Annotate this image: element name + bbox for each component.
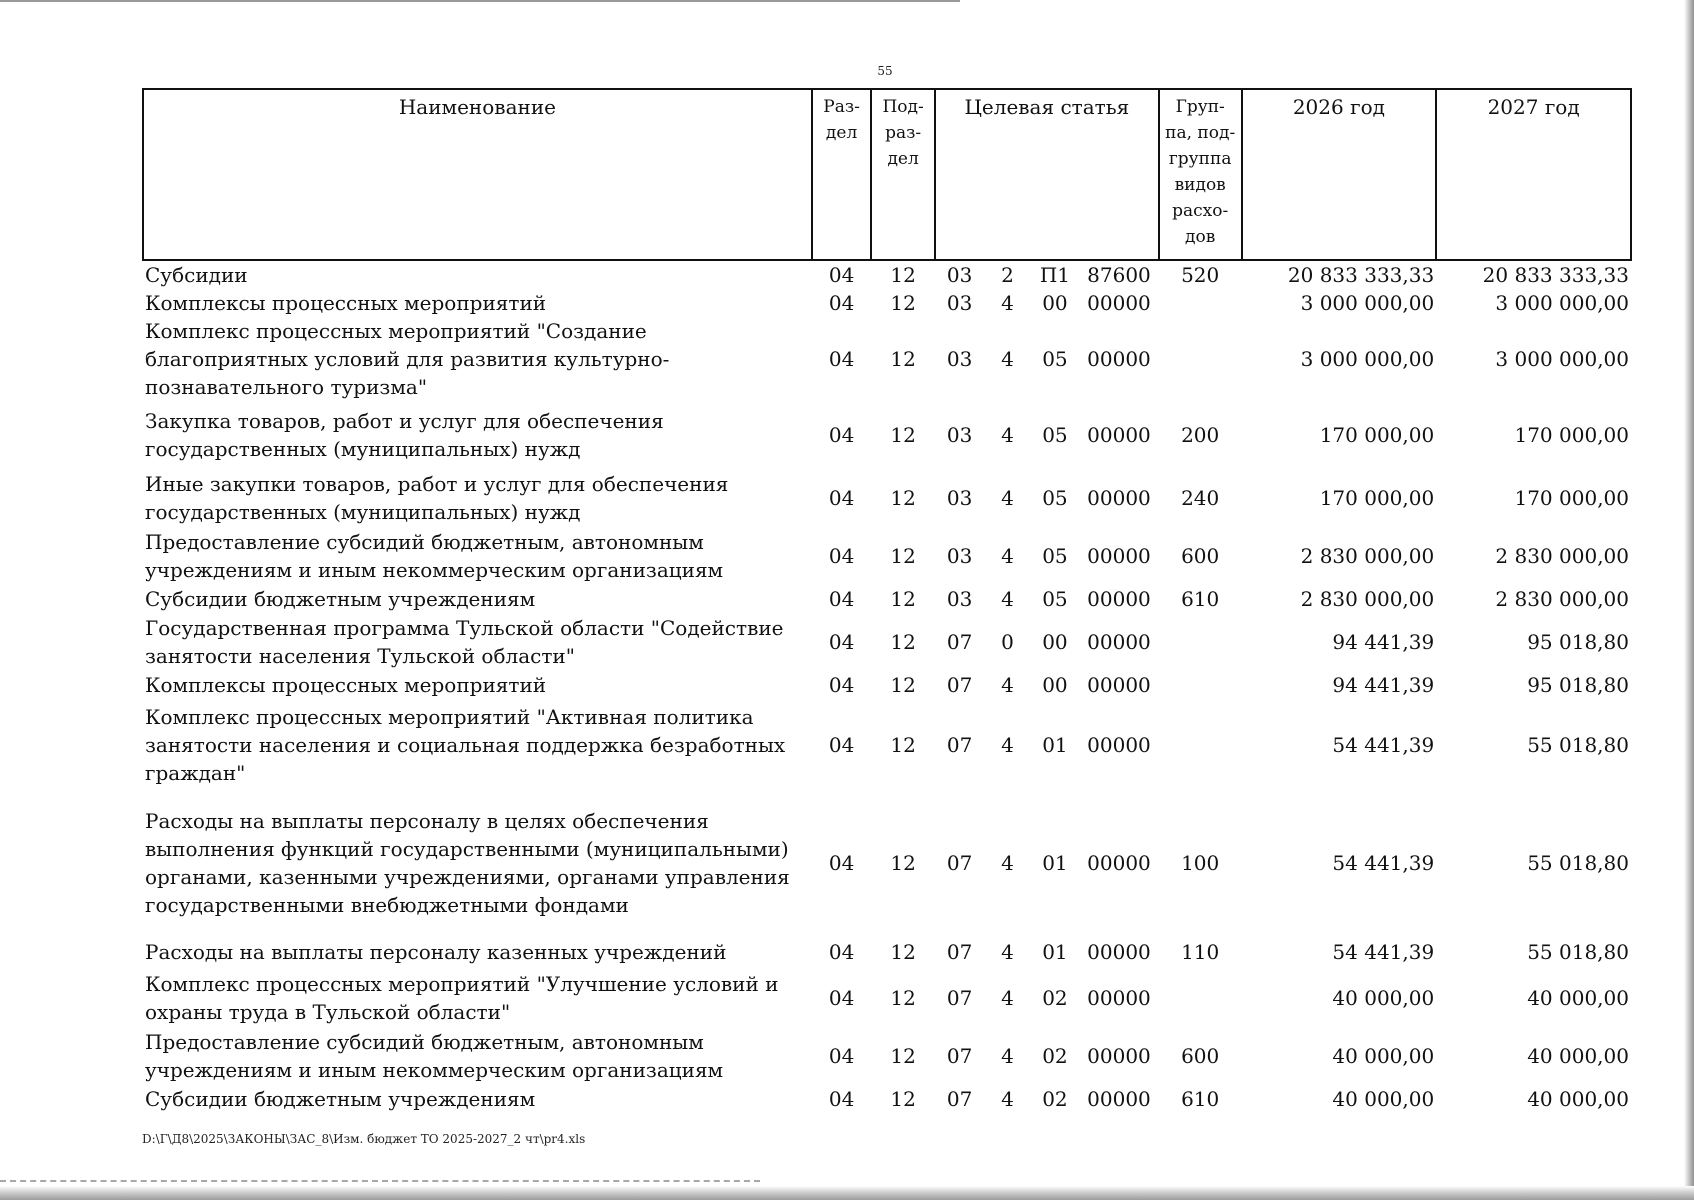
cell-name: Комплексы процессных мероприятий	[145, 291, 547, 315]
cell-subsection: 12	[890, 851, 916, 875]
cell-subsection: 12	[890, 630, 916, 654]
cell-name: Иные закупки товаров, работ и услуг для обеспечения государственных (муниципальных) нужд	[145, 472, 729, 524]
cell-name: Субсидии бюджетным учреждениям	[145, 587, 536, 611]
cell-subsection: 12	[890, 291, 916, 315]
cell-name: Субсидии	[145, 263, 248, 287]
table-row	[143, 935, 1631, 969]
cell-target-direction: 00000	[1087, 1044, 1151, 1068]
header-name: Наименование	[143, 89, 812, 260]
cell-target-event: 05	[1042, 423, 1068, 447]
cell-target-program: 07	[946, 1044, 973, 1068]
cell-amount-2026: 40 000,00	[1332, 986, 1435, 1010]
cell-amount-2027: 95 018,80	[1527, 630, 1629, 654]
cell-target-program: 07	[946, 673, 973, 697]
cell-target-program: 03	[946, 291, 973, 315]
cell-amount-2026: 94 441,39	[1332, 673, 1435, 697]
cell-amount-2026: 170 000,00	[1319, 486, 1435, 510]
cell-target-event: 05	[1042, 347, 1068, 371]
cell-target-program: 03	[946, 423, 973, 447]
table-row	[143, 1027, 1631, 1085]
cell-amount-2027: 40 000,00	[1527, 986, 1629, 1010]
cell-target-event: 02	[1042, 986, 1068, 1010]
cell-target-direction: 00000	[1087, 347, 1151, 371]
cell-target-program: 07	[946, 630, 973, 654]
cell-subsection: 12	[890, 263, 916, 287]
cell-target-type: 4	[1001, 1044, 1014, 1068]
cell-subsection: 12	[890, 1087, 916, 1111]
cell-target-direction: 00000	[1087, 587, 1151, 611]
cell-section: 04	[828, 347, 855, 371]
cell-name: Субсидии бюджетным учреждениям	[145, 1087, 536, 1111]
cell-amount-2027: 170 000,00	[1514, 423, 1629, 447]
table-row	[143, 671, 1631, 699]
cell-target-type: 4	[1001, 423, 1014, 447]
cell-target-type: 4	[1001, 851, 1014, 875]
cell-target-type: 4	[1001, 587, 1014, 611]
cell-expense-group: 100	[1181, 851, 1220, 875]
cell-target-direction: 87600	[1087, 263, 1151, 287]
cell-amount-2027: 55 018,80	[1527, 851, 1629, 875]
cell-section: 04	[828, 630, 855, 654]
cell-subsection: 12	[890, 486, 916, 510]
cell-section: 04	[828, 851, 855, 875]
cell-amount-2026: 54 441,39	[1332, 851, 1435, 875]
header-year-2027: 2027 год	[1436, 89, 1631, 260]
cell-name: Предоставление субсидий бюджетным, автономным учреждениям и иным некоммерческим организациям	[145, 530, 724, 582]
table-row	[143, 260, 1631, 289]
cell-target-event: 01	[1042, 733, 1068, 757]
cell-target-type: 4	[1001, 544, 1014, 568]
table-row	[143, 317, 1631, 401]
cell-target-direction: 00000	[1087, 851, 1151, 875]
cell-amount-2026: 40 000,00	[1332, 1087, 1435, 1111]
cell-section: 04	[828, 940, 855, 964]
cell-amount-2027: 40 000,00	[1527, 1087, 1629, 1111]
cell-subsection: 12	[890, 940, 916, 964]
cell-target-program: 07	[946, 940, 973, 964]
cell-target-event: 02	[1042, 1087, 1068, 1111]
cell-target-direction: 00000	[1087, 544, 1151, 568]
cell-section: 04	[828, 1087, 855, 1111]
cell-expense-group: 520	[1181, 263, 1220, 287]
table-row	[143, 289, 1631, 317]
header-year-2026: 2026 год	[1242, 89, 1437, 260]
cell-target-event: 05	[1042, 587, 1068, 611]
cell-name: Закупка товаров, работ и услуг для обеспечения государственных (муниципальных) нужд	[145, 409, 664, 461]
cell-name: Расходы на выплаты персоналу в целях обеспечения выполнения функций государственными (муниципальными) органами, казенными учреждениями, органами управления государственными внебюджетными фондами	[145, 809, 790, 917]
cell-target-event: 02	[1042, 1044, 1068, 1068]
cell-expense-group	[1159, 613, 1242, 671]
table-row	[143, 969, 1631, 1027]
cell-target-direction: 00000	[1087, 630, 1151, 654]
cell-target-program: 03	[946, 587, 973, 611]
cell-target-type: 4	[1001, 733, 1014, 757]
cell-amount-2026: 2 830 000,00	[1300, 587, 1435, 611]
scan-edge-top	[0, 0, 960, 2]
cell-target-program: 03	[946, 263, 973, 287]
cell-section: 04	[828, 986, 855, 1010]
cell-section: 04	[828, 423, 855, 447]
cell-expense-group	[1159, 699, 1242, 791]
cell-amount-2027: 3 000 000,00	[1495, 291, 1629, 315]
cell-section: 04	[828, 733, 855, 757]
budget-table	[142, 88, 1632, 1113]
cell-amount-2027: 2 830 000,00	[1495, 544, 1629, 568]
cell-amount-2027: 95 018,80	[1527, 673, 1629, 697]
scan-dash-artifact	[0, 1180, 760, 1182]
cell-amount-2027: 55 018,80	[1527, 733, 1629, 757]
table-row	[143, 1085, 1631, 1113]
header-target-article: Целевая статья	[935, 89, 1159, 260]
cell-target-direction: 00000	[1087, 940, 1151, 964]
table-row	[143, 401, 1631, 469]
cell-target-event: 01	[1042, 940, 1068, 964]
cell-target-event: 05	[1042, 486, 1068, 510]
table-body	[143, 260, 1631, 1113]
cell-target-type: 4	[1001, 1087, 1014, 1111]
cell-target-direction: 00000	[1087, 986, 1151, 1010]
cell-name: Комплекс процессных мероприятий "Активная политика занятости населения и социальная поддержка безработных граждан"	[145, 705, 786, 785]
cell-name: Расходы на выплаты персоналу казенных учреждений	[145, 940, 727, 964]
cell-subsection: 12	[890, 673, 916, 697]
cell-target-program: 07	[946, 733, 973, 757]
cell-amount-2026: 54 441,39	[1332, 733, 1435, 757]
table-row	[143, 613, 1631, 671]
cell-amount-2026: 3 000 000,00	[1300, 291, 1435, 315]
cell-expense-group	[1159, 671, 1242, 699]
cell-target-type: 4	[1001, 986, 1014, 1010]
cell-target-direction: 00000	[1087, 1087, 1151, 1111]
cell-expense-group	[1159, 317, 1242, 401]
cell-amount-2026: 54 441,39	[1332, 940, 1435, 964]
cell-subsection: 12	[890, 986, 916, 1010]
cell-target-direction: 00000	[1087, 423, 1151, 447]
cell-expense-group: 200	[1181, 423, 1220, 447]
cell-section: 04	[828, 587, 855, 611]
cell-subsection: 12	[890, 544, 916, 568]
cell-amount-2027: 170 000,00	[1514, 486, 1629, 510]
header-expense-group: Груп- па, под- группа видов расхо- дов	[1159, 89, 1242, 260]
cell-target-type: 4	[1001, 940, 1014, 964]
cell-target-event: 05	[1042, 544, 1068, 568]
cell-target-type: 2	[1001, 263, 1014, 287]
cell-target-program: 03	[946, 544, 973, 568]
cell-target-program: 07	[946, 1087, 973, 1111]
cell-expense-group: 600	[1181, 544, 1220, 568]
cell-amount-2026: 3 000 000,00	[1300, 347, 1435, 371]
cell-target-program: 07	[946, 851, 973, 875]
cell-section: 04	[828, 486, 855, 510]
cell-amount-2026: 40 000,00	[1332, 1044, 1435, 1068]
cell-expense-group: 610	[1181, 1087, 1220, 1111]
cell-target-event: 00	[1042, 291, 1068, 315]
file-path-footer: D:\Г\Д8\2025\ЗАКОНЫ\ЗАС_8\Изм. бюджет ТО 2025-2027_2 чт\pr4.xls	[142, 1132, 586, 1146]
cell-expense-group: 240	[1181, 486, 1220, 510]
cell-target-type: 4	[1001, 291, 1014, 315]
cell-section: 04	[828, 673, 855, 697]
cell-name: Комплексы процессных мероприятий	[145, 673, 547, 697]
table-row	[143, 527, 1631, 585]
cell-subsection: 12	[890, 423, 916, 447]
cell-name: Комплекс процессных мероприятий "Создание благоприятных условий для развития культурно-познавательного туризма"	[145, 319, 670, 399]
page-number: 55	[877, 64, 893, 78]
cell-expense-group: 110	[1181, 940, 1220, 964]
cell-amount-2026: 20 833 333,33	[1287, 263, 1435, 287]
cell-expense-group	[1159, 969, 1242, 1027]
cell-target-program: 03	[946, 347, 973, 371]
cell-expense-group: 600	[1181, 1044, 1220, 1068]
cell-target-type: 0	[1001, 630, 1014, 654]
table-row	[143, 791, 1631, 935]
cell-target-event: 00	[1042, 673, 1068, 697]
cell-section: 04	[828, 263, 855, 287]
cell-subsection: 12	[890, 587, 916, 611]
cell-subsection: 12	[890, 733, 916, 757]
table-row	[143, 699, 1631, 791]
cell-target-direction: 00000	[1087, 673, 1151, 697]
cell-amount-2026: 94 441,39	[1332, 630, 1435, 654]
cell-target-direction: 00000	[1087, 733, 1151, 757]
cell-amount-2027: 20 833 333,33	[1482, 263, 1629, 287]
cell-amount-2027: 55 018,80	[1527, 940, 1629, 964]
cell-subsection: 12	[890, 347, 916, 371]
cell-target-type: 4	[1001, 486, 1014, 510]
cell-amount-2026: 170 000,00	[1319, 423, 1435, 447]
cell-expense-group	[1159, 289, 1242, 317]
table-header	[143, 89, 1631, 260]
cell-target-type: 4	[1001, 673, 1014, 697]
cell-amount-2027: 40 000,00	[1527, 1044, 1629, 1068]
cell-target-program: 03	[946, 486, 973, 510]
cell-name: Комплекс процессных мероприятий "Улучшение условий и охраны труда в Тульской области"	[145, 972, 779, 1024]
cell-target-event: П1	[1039, 263, 1070, 287]
cell-amount-2026: 2 830 000,00	[1300, 544, 1435, 568]
cell-target-direction: 00000	[1087, 291, 1151, 315]
cell-target-direction: 00000	[1087, 486, 1151, 510]
cell-target-event: 00	[1042, 630, 1068, 654]
cell-target-program: 07	[946, 986, 973, 1010]
cell-target-type: 4	[1001, 347, 1014, 371]
table-row	[143, 585, 1631, 613]
cell-section: 04	[828, 291, 855, 315]
cell-section: 04	[828, 544, 855, 568]
table-row	[143, 469, 1631, 527]
cell-name: Государственная программа Тульской области "Содействие занятости населения Тульской области"	[145, 616, 784, 668]
cell-expense-group: 610	[1181, 587, 1220, 611]
cell-name: Предоставление субсидий бюджетным, автономным учреждениям и иным некоммерческим организациям	[145, 1030, 724, 1082]
header-section: Раз- дел	[812, 89, 872, 260]
scan-edge-bottom	[0, 1186, 1694, 1200]
cell-section: 04	[828, 1044, 855, 1068]
cell-amount-2027: 3 000 000,00	[1495, 347, 1629, 371]
scan-edge-right	[1684, 0, 1694, 1200]
cell-target-event: 01	[1042, 851, 1068, 875]
header-subsection: Под- раз- дел	[871, 89, 935, 260]
cell-amount-2027: 2 830 000,00	[1495, 587, 1629, 611]
cell-subsection: 12	[890, 1044, 916, 1068]
